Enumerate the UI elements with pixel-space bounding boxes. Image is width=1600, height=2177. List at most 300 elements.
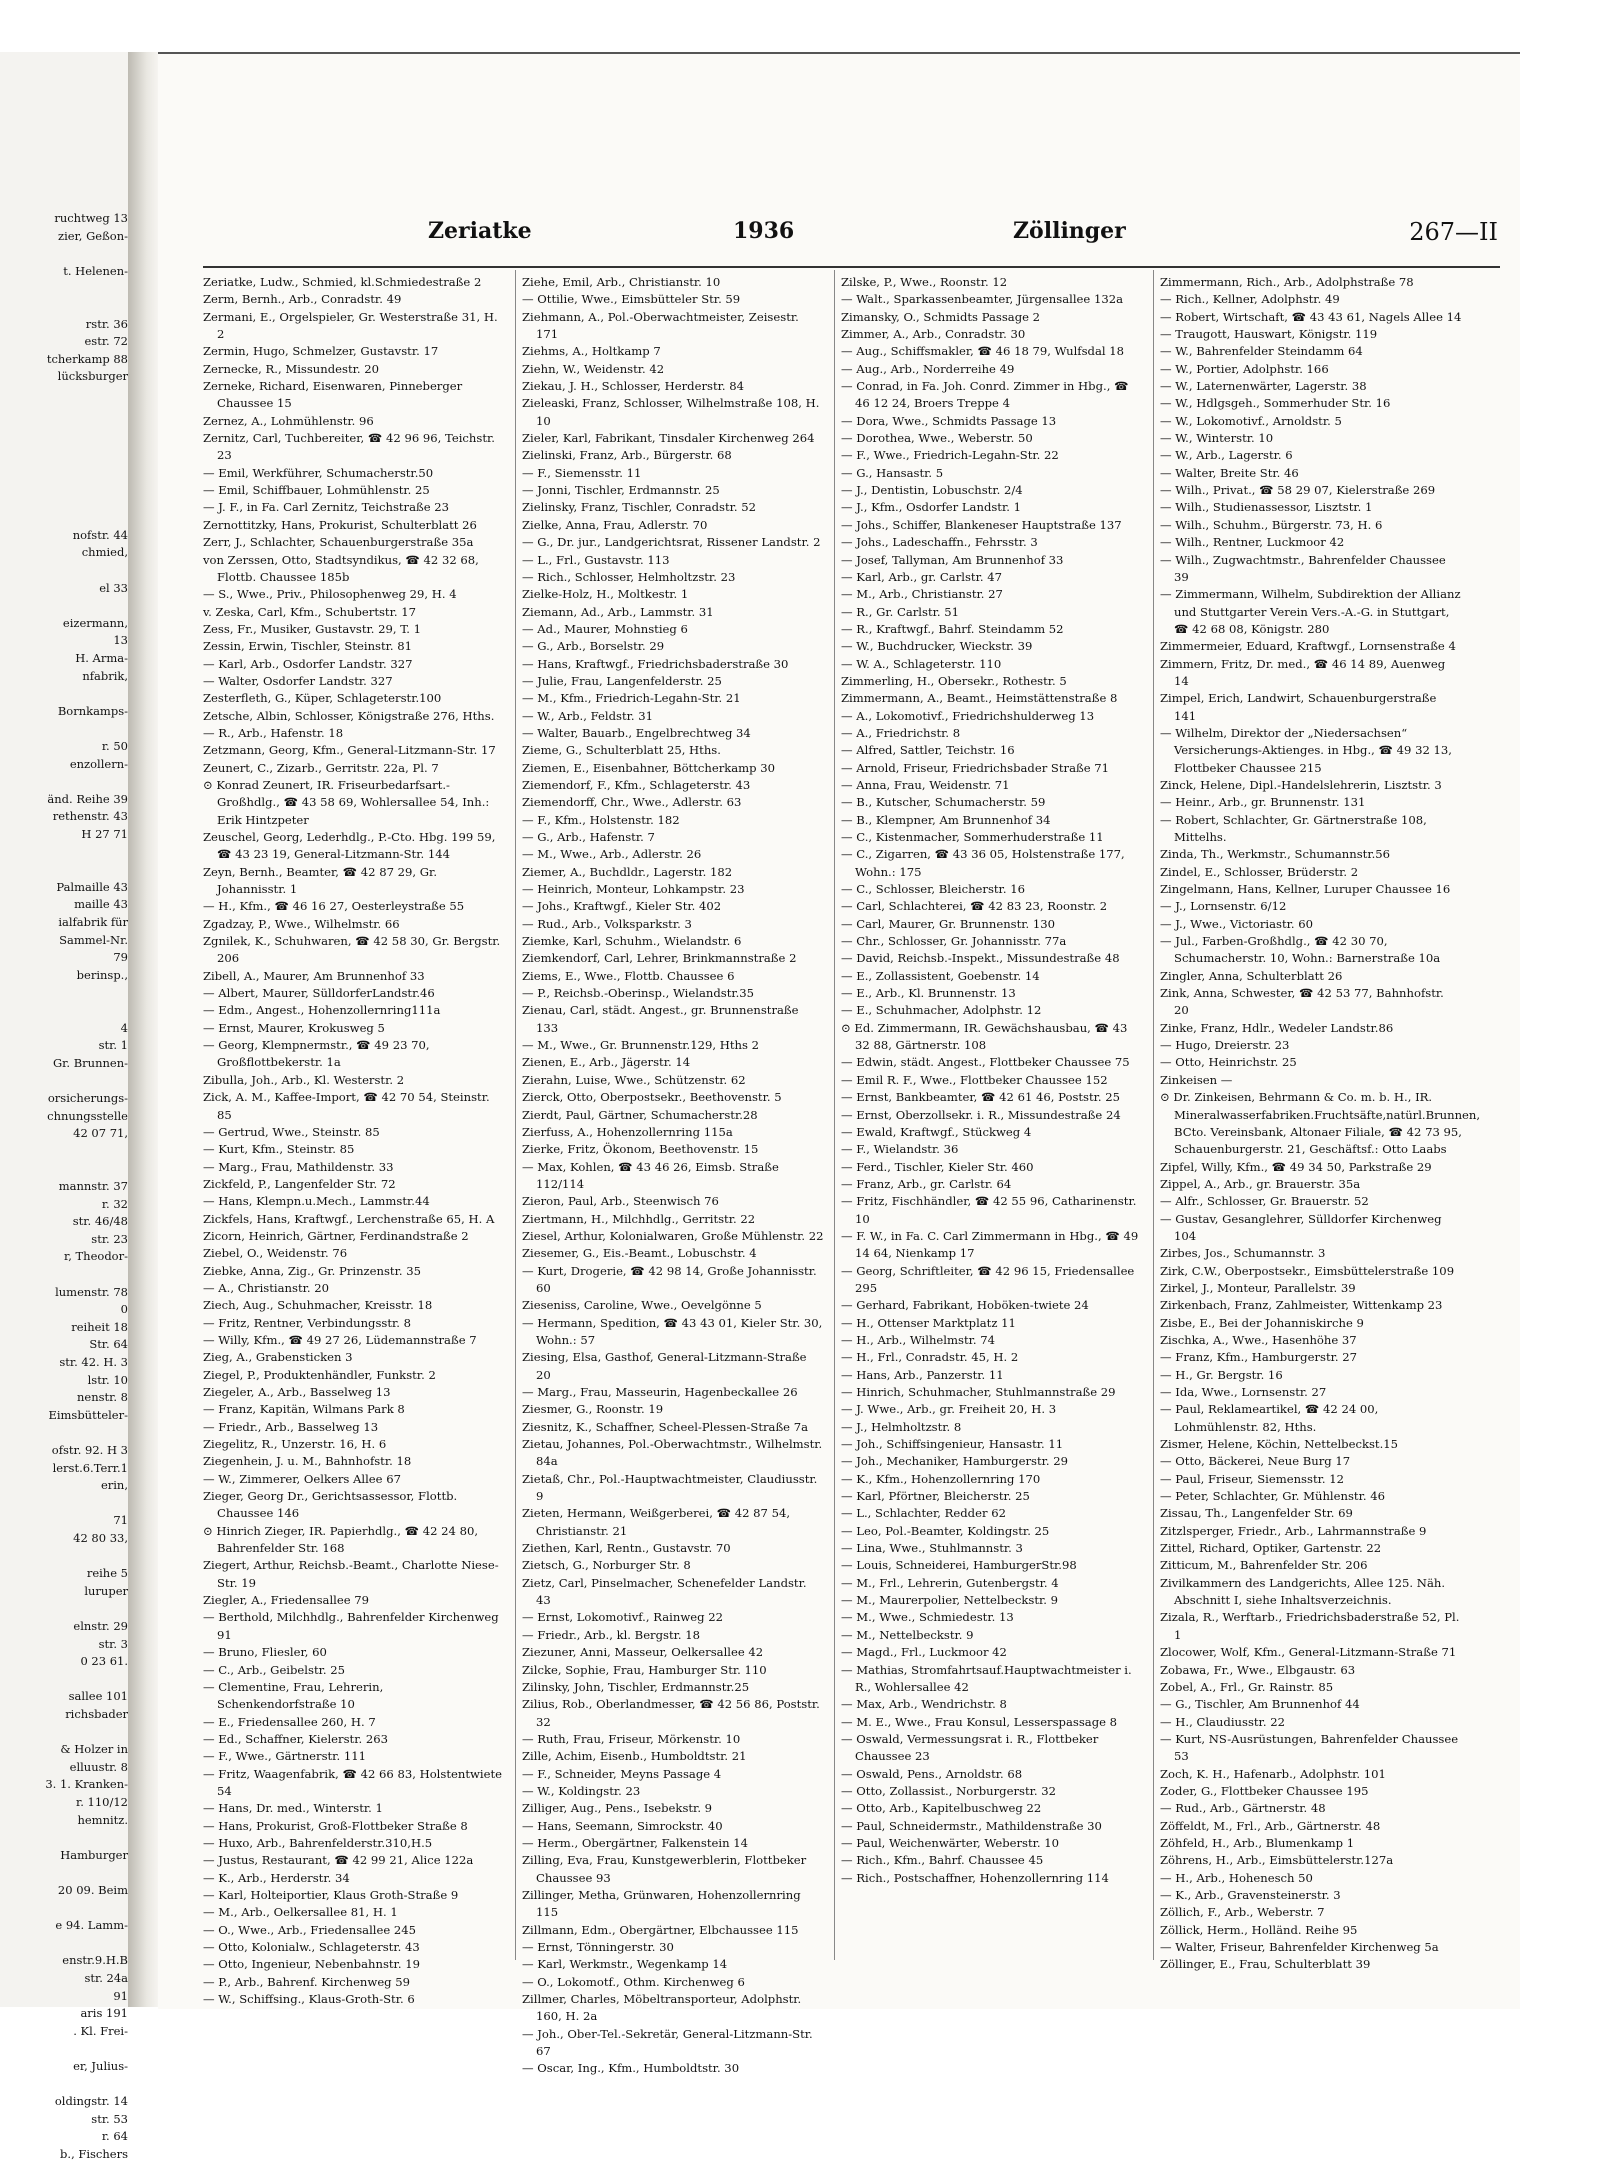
left-page-fragment: enstr.9.H.B	[62, 1953, 128, 1968]
left-page-fragment: lstr. 10	[87, 1372, 128, 1387]
directory-entry: Zeyn, Bernh., Beamter, ☎ 42 87 29, Gr. Johannisstr. 1	[203, 864, 438, 897]
directory-entry: — G., Tischler, Am Brunnenhof 44	[1160, 1697, 1360, 1712]
directory-entry: — Paul, Schneidermstr., Mathildenstraße 30	[841, 1818, 1102, 1833]
directory-entry: Zilcke, Sophie, Frau, Hamburger Str. 110	[522, 1662, 767, 1677]
directory-entry: Zielinski, Franz, Arb., Bürgerstr. 68	[522, 448, 732, 463]
directory-entry: — Marg., Frau, Mathildenstr. 33	[203, 1159, 394, 1174]
directory-entry: Ziegert, Arthur, Reichsb.-Beamt., Charlotte Niese-Str. 19	[203, 1558, 499, 1590]
directory-entry: ⊙ Hinrich Zieger, IR. Papierhdlg., ☎ 42 24 80, Bahrenfelder Str. 168	[203, 1523, 479, 1556]
left-page-fragment: 0	[120, 1302, 128, 1317]
directory-entry: — J., Wwe., Victoriastr. 60	[1160, 916, 1314, 931]
directory-entry: — Dora, Wwe., Schmidts Passage 13	[841, 413, 1057, 428]
left-page-fragment: str. 42. H. 3	[59, 1355, 128, 1369]
directory-entry: — Oswald, Pens., Arnoldstr. 68	[841, 1766, 1023, 1781]
left-page-fragment: ofstr. 92. H 3	[51, 1443, 128, 1457]
left-page-fragment: lumenstr. 78	[55, 1284, 128, 1299]
left-page-fragment: b., Fischers	[60, 2147, 128, 2161]
directory-entry: — Ernst, Bankbeamter, ☎ 42 61 46, Poststr. 25	[841, 1090, 1121, 1105]
directory-entry: Ziegelitz, R., Unzerstr. 16, H. 6	[203, 1437, 387, 1452]
directory-entry: — Otto, Bäckerei, Neue Burg 17	[1160, 1454, 1351, 1469]
directory-entry: Ziech, Aug., Schuhmacher, Kreisstr. 18	[203, 1298, 433, 1313]
directory-entry: Zindel, E., Schlosser, Brüderstr. 2	[1160, 864, 1359, 879]
directory-entry: — Magd., Frl., Luckmoor 42	[841, 1645, 1007, 1660]
directory-entry: Zinke, Franz, Hdlr., Wedeler Landstr.86	[1160, 1020, 1394, 1035]
directory-entry: — M., Kfm., Friedrich-Legahn-Str. 21	[522, 691, 741, 706]
column-1	[203, 274, 505, 2007]
left-page-fragment: 42 07 71,	[73, 1126, 128, 1141]
directory-entry: — R., Kraftwgf., Bahrf. Steindamm 52	[841, 621, 1064, 636]
directory-entry: Zimmer, A., Arb., Conradstr. 30	[841, 327, 1026, 342]
directory-entry: Zernez, A., Lohmühlenstr. 96	[203, 413, 374, 428]
directory-entry: Zilliger, Aug., Pens., Isebekstr. 9	[522, 1801, 713, 1816]
left-page-fragment: r. 110/12	[75, 1795, 128, 1809]
left-page-fragment: 0 23 61.	[80, 1654, 128, 1669]
directory-entry: — C., Schlosser, Bleicherstr. 16	[841, 882, 1025, 897]
left-page-fragment: r. 64	[101, 2129, 128, 2144]
left-page-fragment: 79	[113, 950, 128, 965]
directory-entry: — Chr., Schlosser, Gr. Johannisstr. 77a	[841, 934, 1067, 949]
directory-entry: — J., Lornsenstr. 6/12	[1160, 899, 1287, 914]
directory-entry: — H., Ottenser Marktplatz 11	[841, 1315, 1016, 1330]
directory-entry: ⊙ Ed. Zimmermann, IR. Gewächshausbau, ☎ 43 32 88, Gärtnerstr. 108	[841, 1020, 1128, 1053]
directory-entry: — Joh., Schiffsingenieur, Hansastr. 11	[841, 1437, 1064, 1452]
directory-entry: — Clementine, Frau, Lehrerin, Schenkendorfstraße 10	[203, 1679, 384, 1712]
directory-entry: Zöllinger, E., Frau, Schulterblatt 39	[1160, 1957, 1371, 1972]
directory-entry: — P., Arb., Bahrenf. Kirchenweg 59	[203, 1974, 411, 1989]
directory-entry: — Bruno, Fliesler, 60	[203, 1645, 327, 1660]
directory-entry: von Zerssen, Otto, Stadtsyndikus, ☎ 42 32 68, Flottb. Chaussee 185b	[203, 552, 479, 584]
directory-entry: — W., Winterstr. 10	[1160, 431, 1274, 446]
directory-entry: — Ernst, Tönningerstr. 30	[522, 1940, 674, 1954]
left-page-fragment: 91	[113, 1988, 128, 2003]
directory-entry: — Otto, Heinrichstr. 25	[1160, 1055, 1297, 1070]
left-page-fragment: 3. 1. Kranken-	[45, 1777, 128, 1792]
directory-entry: Zierke, Fritz, Ökonom, Beethovenstr. 15	[522, 1142, 759, 1157]
directory-entry: Zibell, A., Maurer, Am Brunnenhof 33	[203, 968, 425, 983]
directory-entry: Zöllick, Herm., Holländ. Reihe 95	[1160, 1922, 1358, 1937]
directory-entry: — Oscar, Ing., Kfm., Humboldtstr. 30	[522, 2061, 740, 2076]
directory-entry: — Herm., Obergärtner, Falkenstein 14	[522, 1835, 748, 1850]
directory-entry: — K., Arb., Herderstr. 34	[203, 1870, 350, 1885]
left-page-fragment: & Holzer in	[60, 1742, 128, 1757]
left-page-fragment: 13	[113, 633, 128, 648]
directory-entry: — R., Gr. Carlstr. 51	[841, 604, 959, 619]
left-page-fragment: estr. 72	[84, 334, 128, 349]
directory-entry: Zierck, Otto, Oberpostsekr., Beethovenstr. 5	[522, 1090, 782, 1105]
directory-entry: Zinck, Helene, Dipl.-Handelslehrerin, Lisztstr. 3	[1160, 777, 1442, 792]
directory-entry: — Friedr., Arb., Basselweg 13	[203, 1419, 379, 1434]
directory-entry: — Josef, Tallyman, Am Brunnenhof 33	[841, 552, 1064, 567]
directory-entry: — O., Wwe., Arb., Friedensallee 245	[203, 1922, 417, 1937]
directory-entry: Zielinsky, Franz, Tischler, Conradstr. 52	[522, 500, 757, 515]
directory-entry: — Rich., Kellner, Adolphstr. 49	[1160, 292, 1340, 307]
left-page-fragment: str. 24a	[84, 1971, 128, 1985]
directory-entry: — Ferd., Tischler, Kieler Str. 460	[841, 1159, 1034, 1174]
directory-entry: — Franz, Kfm., Hamburgerstr. 27	[1160, 1350, 1357, 1365]
directory-entry: Zeriatke, Ludw., Schmied, kl.Schmiedestraße 2	[203, 275, 482, 289]
directory-entry: Zieron, Paul, Arb., Steenwisch 76	[522, 1194, 719, 1209]
directory-entry: — Wilh., Studienassessor, Lisztstr. 1	[1160, 500, 1373, 515]
left-page-fragment: str. 53	[91, 2111, 128, 2126]
directory-entry: — Ernst, Lokomotivf., Rainweg 22	[522, 1610, 723, 1625]
directory-entry: — Mathias, Stromfahrtsauf.Hauptwachtmeister i. R., Wohlersallee 42	[841, 1662, 1132, 1694]
directory-entry: — Johs., Kraftwgf., Kieler Str. 402	[522, 899, 722, 914]
directory-entry: — H., Arb., Wilhelmstr. 74	[841, 1332, 995, 1347]
directory-entry: — C., Kistenmacher, Sommerhuderstraße 11	[841, 830, 1104, 844]
directory-entry: — W., Buchdrucker, Wieckstr. 39	[841, 639, 1033, 654]
directory-entry: Zissau, Th., Langenfelder Str. 69	[1160, 1506, 1353, 1521]
directory-entry: Zieseniss, Caroline, Wwe., Oevelgönne 5	[522, 1298, 762, 1313]
directory-entry: — David, Reichsb.-Inspekt., Missundestraße 48	[841, 951, 1120, 966]
directory-entry: Zille, Achim, Eisenb., Humboldtstr. 21	[522, 1749, 747, 1764]
directory-entry: Zimpel, Erich, Landwirt, Schauenburgerstraße 141	[1160, 691, 1437, 723]
directory-entry: — Traugott, Hauswart, Königstr. 119	[1160, 327, 1378, 342]
directory-entry: — Hans, Seemann, Simrockstr. 40	[522, 1818, 723, 1833]
header-left-word: Zeriatke	[428, 218, 532, 244]
directory-entry: — Jonni, Tischler, Erdmannstr. 25	[522, 483, 720, 498]
directory-entry: — W., Bahrenfelder Steindamm 64	[1160, 344, 1363, 359]
directory-entry: Zieme, G., Schulterblatt 25, Hths.	[522, 743, 721, 758]
directory-entry: — M., Arb., Christianstr. 27	[841, 587, 1003, 602]
directory-entry: Zesterfleth, G., Küper, Schlageterstr.100	[203, 691, 442, 706]
directory-entry: — Ernst, Maurer, Krokusweg 5	[203, 1020, 385, 1035]
directory-entry: — Emil, Schiffbauer, Lohmühlenstr. 25	[203, 483, 430, 498]
directory-entry: — G., Arb., Hafenstr. 7	[522, 830, 655, 844]
directory-entry: Zgnilek, K., Schuhwaren, ☎ 42 58 30, Gr. Bergstr. 206	[203, 934, 501, 966]
directory-entry: — Robert, Schlachter, Gr. Gärtnerstraße 108, Mittelhs.	[1160, 812, 1427, 844]
directory-entry: — W., Schiffsing., Klaus-Groth-Str. 6	[203, 1992, 415, 2007]
directory-entry: — F., Kfm., Holstenstr. 182	[522, 812, 680, 827]
left-page-fragment: enzollern-	[69, 756, 128, 771]
directory-entry: Ziemendorf, F., Kfm., Schlageterstr. 43	[522, 777, 751, 792]
directory-entry: — W., Portier, Adolphstr. 166	[1160, 361, 1329, 376]
column-divider	[834, 270, 835, 1960]
directory-entry: Ziekau, J. H., Schlosser, Herderstr. 84	[522, 379, 745, 394]
directory-entry: Zivilkammern des Landgerichts, Allee 125. Näh. Abschnitt I, siehe Inhaltsverzeichnis.	[1160, 1575, 1446, 1608]
directory-entry: — Dorothea, Wwe., Weberstr. 50	[841, 431, 1033, 446]
directory-entry: — M., Maurerpolier, Nettelbeckstr. 9	[841, 1593, 1059, 1608]
directory-entry: Zirbes, Jos., Schumannstr. 3	[1160, 1246, 1326, 1261]
directory-entry: — Friedr., Arb., kl. Bergstr. 18	[522, 1627, 701, 1642]
directory-entry: — Alfr., Schlosser, Gr. Brauerstr. 52	[1160, 1194, 1369, 1209]
directory-entry: — F., Siemensstr. 11	[522, 465, 642, 480]
directory-entry: — J., Kfm., Osdorfer Landstr. 1	[841, 500, 1021, 515]
directory-entry: — Walter, Bauarb., Engelbrechtweg 34	[522, 725, 751, 740]
directory-entry: — A., Friedrichstr. 8	[841, 725, 961, 740]
directory-entry: — Marg., Frau, Masseurin, Hagenbeckallee 26	[522, 1385, 798, 1399]
directory-entry: — G., Dr. jur., Landgerichtsrat, Rissener Landstr. 2	[522, 535, 821, 550]
left-page-fragment: richsbader	[65, 1707, 128, 1721]
directory-entry: Zilske, P., Wwe., Roonstr. 12	[841, 275, 1008, 289]
directory-entry: — Arnold, Friseur, Friedrichsbader Straße 71	[841, 760, 1110, 775]
directory-entry: Ziesnitz, K., Schaffner, Scheel-Plessen-Straße 7a	[522, 1419, 809, 1434]
directory-entry: — Rich., Kfm., Bahrf. Chaussee 45	[841, 1853, 1044, 1868]
column-divider	[515, 270, 516, 1960]
directory-entry: — Hans, Kraftwgf., Friedrichsbaderstraße 30	[522, 656, 789, 671]
directory-entry: — Walt., Sparkassenbeamter, Jürgensallee 132a	[841, 292, 1123, 307]
directory-entry: — Anna, Frau, Weidenstr. 71	[841, 777, 1010, 792]
left-page-fragment: 42 80 33,	[73, 1531, 128, 1545]
left-page-fragment: Eimsbütteler-	[48, 1407, 128, 1422]
directory-entry: Zeunert, C., Zizarb., Gerritstr. 22a, Pl. 7	[203, 760, 439, 775]
directory-entry: — Karl, Werkmstr., Wegenkamp 14	[522, 1957, 728, 1972]
column-3	[841, 274, 1143, 1954]
directory-entry: — Franz, Arb., gr. Carlstr. 64	[841, 1176, 1012, 1191]
directory-entry: Zlocower, Wolf, Kfm., General-Litzmann-Straße 71	[1160, 1645, 1457, 1660]
left-page-fragment: elnstr. 29	[73, 1619, 128, 1633]
left-page-fragment: aris 191	[80, 2006, 128, 2021]
left-page-fragment: mannstr. 37	[58, 1179, 128, 1193]
directory-entry: — Georg, Schriftleiter, ☎ 42 96 15, Friedensallee 295	[841, 1263, 1135, 1295]
column-4	[1160, 274, 1481, 1972]
directory-entry: — B., Kutscher, Schumacherstr. 59	[841, 795, 1046, 810]
directory-entry: Zimmern, Fritz, Dr. med., ☎ 46 14 89, Auenweg 14	[1160, 656, 1446, 688]
directory-entry: Zinda, Th., Werkmstr., Schumannstr.56	[1160, 847, 1391, 862]
directory-entry: — H., Arb., Hohenesch 50	[1160, 1870, 1313, 1885]
directory-entry: Zipfel, Willy, Kfm., ☎ 49 34 50, Parkstraße 29	[1160, 1159, 1432, 1174]
directory-entry: — G., Arb., Borselstr. 29	[522, 639, 665, 654]
directory-entry: Ziethen, Karl, Rentn., Gustavstr. 70	[522, 1541, 731, 1556]
directory-entry: — Joh., Mechaniker, Hamburgerstr. 29	[841, 1454, 1069, 1469]
left-page-fragment: Bornkamps-	[57, 703, 128, 718]
left-page-fragment: rethenstr. 43	[52, 809, 128, 824]
left-page-fragment: Palmaille 43	[56, 879, 128, 894]
directory-entry: Ziehn, W., Weidenstr. 42	[522, 361, 665, 376]
left-page-fragment: hemnitz.	[77, 1812, 128, 1827]
left-page-fragment: nenstr. 8	[76, 1390, 128, 1405]
directory-entry: Zilling, Eva, Frau, Kunstgewerblerin, Flottbeker Chaussee 93	[522, 1853, 807, 1885]
directory-entry: Zerneke, Richard, Eisenwaren, Pinneberger Chaussee 15	[203, 379, 463, 411]
directory-entry: Ziesing, Elsa, Gasthof, General-Litzmann-Straße 20	[522, 1350, 807, 1382]
directory-entry: — Ruth, Frau, Friseur, Mörkenstr. 10	[522, 1731, 741, 1746]
directory-entry: Zernottitzky, Hans, Prokurist, Schulterblatt 26	[203, 517, 477, 532]
directory-entry: — Willy, Kfm., ☎ 49 27 26, Lüdemannstraße 7	[203, 1332, 477, 1347]
directory-entry: Zilius, Rob., Oberlandmesser, ☎ 42 56 86, Poststr. 32	[522, 1697, 820, 1729]
directory-entry: — Carl, Maurer, Gr. Brunnenstr. 130	[841, 916, 1056, 931]
directory-entry: Zerr, J., Schlachter, Schauenburgerstraße 35a	[203, 535, 474, 550]
left-page-fragment: er, Julius-	[73, 2059, 128, 2073]
left-page-fragment: elluustr. 8	[69, 1759, 128, 1774]
directory-entry: — C., Zigarren, ☎ 43 36 05, Holstenstraße 177, Wohn.: 175	[841, 847, 1125, 879]
directory-entry: — Carl, Schlachterei, ☎ 42 83 23, Roonstr. 2	[841, 899, 1108, 914]
directory-entry: — Ad., Maurer, Mohnstieg 6	[522, 621, 688, 636]
left-page-fragment: r, Theodor-	[63, 1249, 128, 1264]
directory-entry: — J., Helmholtzstr. 8	[841, 1419, 962, 1434]
left-page-fragment: lücksburger	[57, 369, 128, 384]
left-page-fragment: erin,	[100, 1478, 128, 1493]
page-header	[158, 218, 1520, 254]
left-page-fragment: r. 32	[101, 1196, 128, 1211]
directory-entry: Zittel, Richard, Optiker, Gartenstr. 22	[1160, 1541, 1382, 1556]
directory-entry: — Max, Arb., Wendrichstr. 8	[841, 1697, 1007, 1712]
directory-entry: Zimmerling, H., Obersekr., Rothestr. 5	[841, 673, 1067, 688]
directory-entry: Zirkel, J., Monteur, Parallelstr. 39	[1160, 1280, 1356, 1295]
directory-entry: — Heinr., Arb., gr. Brunnenstr. 131	[1160, 795, 1366, 810]
directory-entry: — E., Friedensallee 260, H. 7	[203, 1714, 376, 1729]
directory-entry: — Walter, Osdorfer Landstr. 327	[203, 673, 393, 688]
directory-entry: — Rud., Arb., Gärtnerstr. 48	[1160, 1801, 1326, 1816]
directory-entry: — Walter, Friseur, Bahrenfelder Kirchenweg 5a	[1160, 1940, 1439, 1954]
directory-entry: — Karl, Pförtner, Bleicherstr. 25	[841, 1489, 1030, 1504]
directory-entry: — J. F., in Fa. Carl Zernitz, Teichstraße 23	[203, 500, 450, 515]
directory-entry: Zisbe, E., Bei der Johanniskirche 9	[1160, 1315, 1364, 1330]
directory-entry: — W., Koldingstr. 23	[522, 1783, 641, 1798]
directory-entry: — H., Frl., Conradstr. 45, H. 2	[841, 1350, 1019, 1365]
directory-entry: — Johs., Ladeschaffn., Fehrsstr. 3	[841, 535, 1038, 550]
directory-entry: Zessin, Erwin, Tischler, Steinstr. 81	[203, 639, 413, 654]
directory-entry: — Berthold, Milchhdlg., Bahrenfelder Kirchenweg 91	[203, 1610, 499, 1642]
directory-entry: Zierfuss, A., Hohenzollernring 115a	[522, 1124, 733, 1139]
left-page-fragment: nfabrik,	[82, 668, 128, 683]
directory-entry: Zöffeldt, M., Frl., Arb., Gärtnerstr. 48	[1160, 1818, 1381, 1833]
directory-entry: — Ottilie, Wwe., Eimsbütteler Str. 59	[522, 292, 741, 307]
directory-entry: — M., Wwe., Schmiedestr. 13	[841, 1610, 1014, 1625]
directory-entry: Zetsche, Albin, Schlosser, Königstraße 276, Hths.	[203, 708, 495, 723]
left-page-fragment: 4	[120, 1020, 128, 1035]
directory-entry: — Kurt, Drogerie, ☎ 42 98 14, Große Johannisstr. 60	[522, 1263, 817, 1295]
left-page-fragment: ruchtweg 13	[54, 211, 128, 225]
directory-entry: — Albert, Maurer, SülldorferLandstr.46	[203, 986, 435, 1001]
directory-entry: Ziegler, A., Friedensallee 79	[203, 1593, 370, 1608]
directory-entry: Zerm, Bernh., Arb., Conradstr. 49	[203, 292, 402, 307]
directory-entry: — Emil, Werkführer, Schumacherstr.50	[203, 465, 434, 480]
directory-entry: — Karl, Arb., Osdorfer Landstr. 327	[203, 656, 413, 671]
directory-entry: Ziehmann, A., Pol.-Oberwachtmeister, Zeisestr. 171	[522, 309, 799, 342]
directory-entry: Zermin, Hugo, Schmelzer, Gustavstr. 17	[203, 344, 439, 359]
directory-entry: Zoch, K. H., Hafenarb., Adolphstr. 101	[1160, 1766, 1386, 1781]
directory-entry: — Johs., Schiffer, Blankeneser Hauptstraße 137	[841, 517, 1122, 532]
left-page-fragment: e 94. Lamm-	[55, 1918, 128, 1933]
left-page-fragment: reiheit 18	[71, 1319, 128, 1334]
left-page-fragment: Sammel-Nr.	[59, 932, 128, 947]
directory-entry: — Heinrich, Monteur, Lohkampstr. 23	[522, 882, 745, 897]
left-page-fragment: H 27 71	[81, 827, 128, 841]
directory-entry: Ziemann, Ad., Arb., Lammstr. 31	[522, 604, 714, 619]
directory-entry: ⊙ Konrad Zeunert, IR. Friseurbedarfsart.-Großhdlg., ☎ 43 58 69, Wohlersallee 54, Inh.: Erik Hintzpeter	[203, 777, 490, 827]
directory-entry: — F., Wwe., Friedrich-Legahn-Str. 22	[841, 448, 1059, 463]
header-year: 1936	[733, 218, 795, 244]
directory-entry: Ziemen, E., Eisenbahner, Böttcherkamp 30	[522, 760, 776, 775]
left-page-fragment: r. 50	[101, 739, 128, 753]
directory-entry: — Fritz, Fischhändler, ☎ 42 55 96, Catharinenstr. 10	[841, 1194, 1137, 1226]
directory-entry: — M., Nettelbeckstr. 9	[841, 1627, 974, 1642]
directory-entry: Ziemkendorf, Carl, Lehrer, Brinkmannstraße 2	[522, 951, 797, 966]
directory-entry: Ziegel, P., Produktenhändler, Funkstr. 2	[203, 1367, 436, 1382]
directory-entry: — Kurt, Kfm., Steinstr. 85	[203, 1142, 355, 1157]
directory-entry: — Emil R. F., Wwe., Flottbeker Chaussee 152	[841, 1072, 1108, 1087]
directory-entry: Zietsch, G., Norburger Str. 8	[522, 1558, 691, 1573]
directory-entry: — Hans, Arb., Panzerstr. 11	[841, 1367, 1004, 1382]
directory-entry: — A., Christianstr. 20	[203, 1280, 329, 1295]
directory-entry: Ziems, E., Wwe., Flottb. Chaussee 6	[522, 968, 735, 983]
directory-entry: — Conrad, in Fa. Joh. Conrd. Zimmer in Hbg., ☎ 46 12 24, Broers Treppe 4	[841, 379, 1129, 411]
directory-entry: Ziemendorff, Chr., Wwe., Adlerstr. 63	[522, 795, 742, 810]
directory-entry: Zick, A. M., Kaffee-Import, ☎ 42 70 54, Steinstr. 85	[203, 1090, 490, 1122]
directory-entry: — Gustav, Gesanglehrer, Sülldorfer Kirchenweg 104	[1160, 1211, 1442, 1243]
directory-entry: — Leo, Pol.-Beamter, Koldingstr. 25	[841, 1523, 1050, 1538]
left-page-fragment: chnungsstelle	[47, 1108, 128, 1123]
directory-entry: Zienau, Carl, städt. Angest., gr. Brunnenstraße 133	[522, 1003, 799, 1035]
directory-entry: Zickfeld, P., Langenfelder Str. 72	[203, 1176, 396, 1191]
directory-entry: — M. E., Wwe., Frau Konsul, Lesserspassage 8	[841, 1714, 1118, 1729]
directory-entry: — Wilh., Rentner, Luckmoor 42	[1160, 535, 1345, 550]
directory-entry: — W. A., Schlageterstr. 110	[841, 656, 1002, 671]
directory-entry: — W., Laternenwärter, Lagerstr. 38	[1160, 379, 1367, 394]
directory-entry: — M., Wwe., Arb., Adlerstr. 26	[522, 847, 702, 862]
directory-entry: — Walter, Breite Str. 46	[1160, 465, 1299, 480]
directory-entry: — Joh., Ober-Tel.-Sekretär, General-Litzmann-Str. 67	[522, 2026, 813, 2059]
directory-entry: Zetzmann, Georg, Kfm., General-Litzmann-Str. 17	[203, 743, 496, 758]
left-page-fragment: el 33	[99, 580, 128, 595]
left-page-fragment: sallee 101	[68, 1689, 128, 1704]
directory-entry: — E., Zollassistent, Goebenstr. 14	[841, 968, 1040, 983]
directory-entry: Ziegeler, A., Arb., Basselweg 13	[203, 1385, 391, 1399]
directory-entry: — J., Dentistin, Lobuschstr. 2/4	[841, 483, 1023, 498]
directory-entry: — F. W., in Fa. C. Carl Zimmermann in Hbg., ☎ 49 14 64, Nienkamp 17	[841, 1228, 1139, 1261]
directory-entry: — Aug., Arb., Norderreihe 49	[841, 361, 1015, 376]
directory-entry: — Hugo, Dreierstr. 23	[1160, 1038, 1290, 1053]
directory-entry: Zieleaski, Franz, Schlosser, Wilhelmstraße 108, H. 10	[522, 396, 820, 428]
column-divider	[1153, 270, 1154, 1960]
directory-entry: — M., Frl., Lehrerin, Gutenbergstr. 4	[841, 1575, 1059, 1590]
directory-page	[158, 52, 1520, 2076]
directory-entry: Zischka, A., Wwe., Hasenhöhe 37	[1160, 1332, 1357, 1347]
left-page-fragment: Str. 64	[89, 1337, 128, 1352]
left-page-fragment: lerst.6.Terr.1	[52, 1460, 128, 1475]
directory-entry: — W., Zimmerer, Oelkers Allee 67	[203, 1471, 401, 1486]
directory-entry: — Karl, Holteiportier, Klaus Groth-Straße 9	[203, 1887, 459, 1902]
directory-entry: Zillinger, Metha, Grünwaren, Hohenzollernring 115	[522, 1887, 801, 1920]
directory-entry: Ziebel, O., Weidenstr. 76	[203, 1246, 348, 1261]
directory-entry: — B., Klempner, Am Brunnenhof 34	[841, 812, 1051, 827]
directory-entry: Zietz, Carl, Pinselmacher, Schenefelder Landstr. 43	[522, 1575, 807, 1608]
directory-entry: Zöhrens, H., Arb., Eimsbüttelerstr.127a	[1160, 1853, 1394, 1868]
directory-entry: Zitzlsperger, Friedr., Arb., Lahrmannstraße 9	[1160, 1523, 1427, 1538]
directory-entry: — Otto, Kolonialw., Schlageterstr. 43	[203, 1940, 420, 1954]
left-page-fragment: ialfabrik für	[58, 915, 128, 929]
directory-entry: — Edwin, städt. Angest., Flottbeker Chaussee 75	[841, 1055, 1130, 1070]
directory-entry: — Kurt, NS-Ausrüstungen, Bahrenfelder Chaussee 53	[1160, 1731, 1459, 1764]
directory-entry: — A., Lokomotivf., Friedrichshulderweg 13	[841, 708, 1095, 723]
directory-entry: Zizala, R., Werftarb., Friedrichsbaderstraße 52, Pl. 1	[1160, 1610, 1460, 1642]
directory-entry: — Gerhard, Fabrikant, Hoböken-twiete 24	[841, 1298, 1089, 1313]
header-rule	[203, 266, 1500, 268]
directory-entry: Zieg, A., Grabensticken 3	[203, 1350, 353, 1365]
directory-entry: — Hans, Dr. med., Winterstr. 1	[203, 1801, 383, 1816]
directory-entry: Zippel, A., Arb., gr. Brauerstr. 35a	[1160, 1176, 1361, 1191]
left-page-fragment: H. Arma-	[75, 651, 128, 665]
directory-entry: Zeuschel, Georg, Lederhdlg., P.-Cto. Hbg. 199 59, ☎ 43 23 19, General-Litzmann-Str. 144	[203, 830, 496, 862]
directory-entry: — W., Lokomotivf., Arnoldstr. 5	[1160, 413, 1342, 428]
directory-entry: Zoder, G., Flottbeker Chaussee 195	[1160, 1783, 1369, 1798]
directory-entry: Zink, Anna, Schwester, ☎ 42 53 77, Bahnhofstr. 20	[1160, 986, 1444, 1018]
left-page-fragment: rstr. 36	[85, 316, 128, 331]
directory-entry: Zimansky, O., Schmidts Passage 2	[841, 309, 1041, 324]
left-page-fragment: berinsp.,	[76, 967, 128, 982]
directory-entry: — S., Wwe., Priv., Philosophenweg 29, H. 4	[203, 587, 457, 602]
directory-entry: Zirkenbach, Franz, Zahlmeister, Wittenkamp 23	[1160, 1298, 1443, 1313]
directory-entry: — H., Claudiusstr. 22	[1160, 1714, 1285, 1729]
directory-entry: — Jul., Farben-Großhdlg., ☎ 42 30 70, Schumacherstr. 10, Wohn.: Barnerstraße 10a	[1160, 934, 1441, 966]
left-page-fragment: änd. Reihe 39	[47, 791, 128, 806]
directory-entry: — W., Hdlgsgeh., Sommerhuder Str. 16	[1160, 396, 1391, 411]
header-right-word: Zöllinger	[1013, 218, 1126, 244]
directory-entry: — O., Lokomotf., Othm. Kirchenweg 6	[522, 1974, 745, 1989]
directory-entry: Ziesemer, G., Eis.-Beamt., Lobuschstr. 4	[522, 1246, 757, 1261]
directory-entry: — P., Reichsb.-Oberinsp., Wielandstr.35	[522, 986, 755, 1001]
directory-entry: Zierdt, Paul, Gärtner, Schumacherstr.28	[522, 1107, 758, 1122]
directory-entry: Zinkeisen —	[1160, 1072, 1233, 1087]
